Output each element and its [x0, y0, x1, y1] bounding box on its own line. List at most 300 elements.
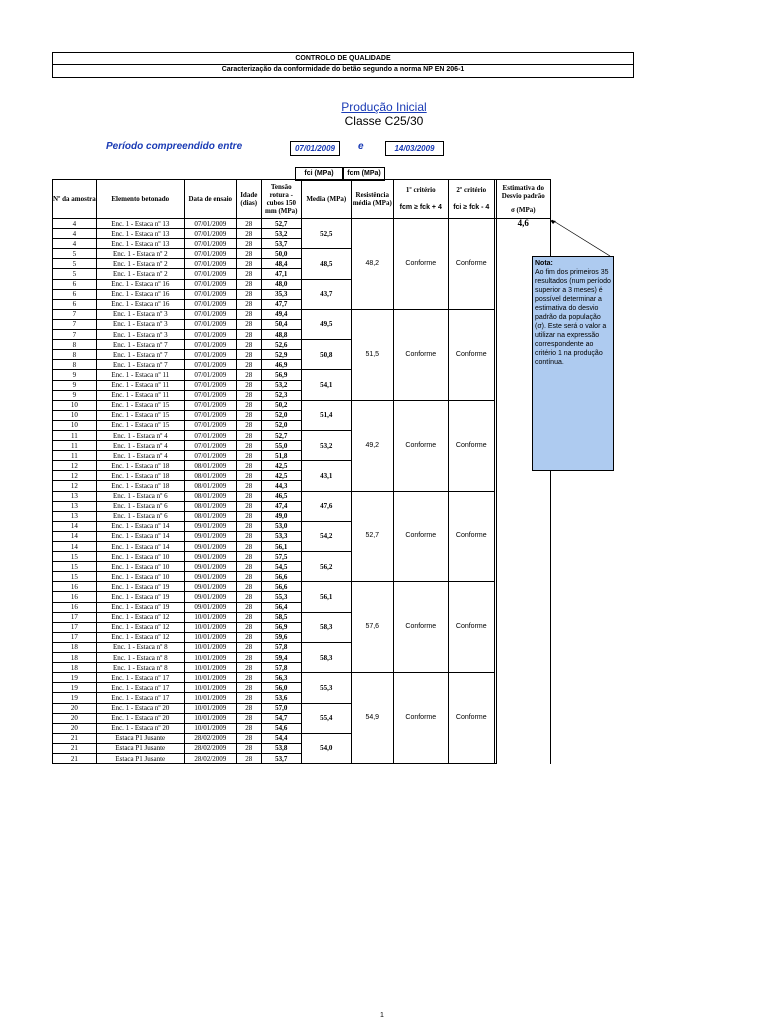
- cell-idade: 28: [236, 683, 261, 693]
- cell-data: 07/01/2009: [184, 309, 236, 319]
- cell-elemento: Enc. 1 - Estaca nº 4: [96, 441, 184, 451]
- cell-elemento: Enc. 1 - Estaca nº 13: [96, 239, 184, 249]
- cell-tensao: 55,0: [261, 441, 301, 451]
- cell-data: 09/01/2009: [184, 582, 236, 592]
- cell-data: 09/01/2009: [184, 531, 236, 541]
- cell-tensao: 52,6: [261, 340, 301, 350]
- cell-tensao: 53,7: [261, 753, 301, 763]
- cell-idade: 28: [236, 289, 261, 299]
- crit1-label: 1º critério: [405, 186, 436, 194]
- cell-elemento: Enc. 1 - Estaca nº 20: [96, 713, 184, 723]
- cell-data: 28/02/2009: [184, 753, 236, 763]
- cell-elemento: Enc. 1 - Estaca nº 18: [96, 471, 184, 481]
- cell-idade: 28: [236, 632, 261, 642]
- cell-media: 54,0: [301, 733, 351, 763]
- cell-tensao: 56,9: [261, 370, 301, 380]
- cell-tensao: 44,3: [261, 481, 301, 491]
- cell-amostra: 8: [53, 350, 97, 360]
- cell-data: 10/01/2009: [184, 723, 236, 733]
- cell-data: 10/01/2009: [184, 703, 236, 713]
- cell-media: 58,3: [301, 642, 351, 672]
- cell-data: 07/01/2009: [184, 219, 236, 229]
- cell-amostra: 21: [53, 743, 97, 753]
- col-resistencia: Resistência média (MPa): [351, 180, 393, 219]
- cell-idade: 28: [236, 259, 261, 269]
- cell-data: 10/01/2009: [184, 622, 236, 632]
- cell-data: 10/01/2009: [184, 653, 236, 663]
- cell-crit1: Conforme: [393, 219, 448, 310]
- cell-crit1: Conforme: [393, 491, 448, 582]
- cell-idade: 28: [236, 319, 261, 329]
- page-subtitle: Classe C25/30: [344, 114, 424, 128]
- cell-crit2: Conforme: [448, 582, 494, 673]
- cell-idade: 28: [236, 602, 261, 612]
- col-amostra: Nº da amostra: [53, 180, 97, 219]
- cell-elemento: Enc. 1 - Estaca nº 14: [96, 542, 184, 552]
- cell-tensao: 56,3: [261, 673, 301, 683]
- cell-data: 10/01/2009: [184, 612, 236, 622]
- cell-idade: 28: [236, 552, 261, 562]
- page-number: 1: [380, 1012, 384, 1019]
- cell-tensao: 57,8: [261, 642, 301, 652]
- cell-data: 10/01/2009: [184, 642, 236, 652]
- cell-data: 07/01/2009: [184, 420, 236, 430]
- cell-elemento: Enc. 1 - Estaca nº 18: [96, 461, 184, 471]
- note-box: [532, 256, 614, 471]
- cell-elemento: Enc. 1 - Estaca nº 19: [96, 592, 184, 602]
- cell-data: 09/01/2009: [184, 521, 236, 531]
- cell-idade: 28: [236, 350, 261, 360]
- cell-amostra: 6: [53, 299, 97, 309]
- cell-tensao: 58,5: [261, 612, 301, 622]
- crit2-formula: fci ≥ fck - 4: [453, 204, 490, 211]
- cell-elemento: Enc. 1 - Estaca nº 7: [96, 350, 184, 360]
- cell-resistencia: 57,6: [351, 582, 393, 673]
- cell-data: 10/01/2009: [184, 713, 236, 723]
- cell-tensao: 52,9: [261, 350, 301, 360]
- cell-amostra: 10: [53, 420, 97, 430]
- note-pointer-icon: [540, 218, 620, 258]
- cell-amostra: 20: [53, 703, 97, 713]
- cell-tensao: 42,5: [261, 461, 301, 471]
- report-header: CONTROLO DE QUALIDADE: [52, 52, 634, 65]
- desvio-label: Estimativa do Desvio padrão: [501, 184, 545, 200]
- cell-data: 07/01/2009: [184, 330, 236, 340]
- col-elemento: Elemento betonado: [96, 180, 184, 219]
- cell-resistencia: 54,9: [351, 673, 393, 764]
- col-crit1: [393, 180, 448, 219]
- cell-amostra: 20: [53, 723, 97, 733]
- cell-tensao: 52,0: [261, 410, 301, 420]
- cell-elemento: Enc. 1 - Estaca nº 18: [96, 481, 184, 491]
- cell-idade: 28: [236, 542, 261, 552]
- cell-idade: 28: [236, 229, 261, 239]
- cell-tensao: 48,4: [261, 259, 301, 269]
- cell-data: 07/01/2009: [184, 400, 236, 410]
- cell-elemento: Enc. 1 - Estaca nº 8: [96, 642, 184, 652]
- cell-idade: 28: [236, 753, 261, 763]
- cell-tensao: 53,3: [261, 531, 301, 541]
- cell-amostra: 18: [53, 663, 97, 673]
- cell-elemento: Enc. 1 - Estaca nº 16: [96, 279, 184, 289]
- cell-elemento: Enc. 1 - Estaca nº 11: [96, 370, 184, 380]
- cell-elemento: Enc. 1 - Estaca nº 3: [96, 319, 184, 329]
- cell-amostra: 9: [53, 370, 97, 380]
- cell-data: 07/01/2009: [184, 370, 236, 380]
- cell-elemento: Enc. 1 - Estaca nº 12: [96, 632, 184, 642]
- cell-amostra: 4: [53, 239, 97, 249]
- cell-data: 07/01/2009: [184, 441, 236, 451]
- cell-elemento: Enc. 1 - Estaca nº 19: [96, 582, 184, 592]
- cell-resistencia: 49,2: [351, 400, 393, 491]
- cell-data: 07/01/2009: [184, 229, 236, 239]
- cell-tensao: 53,7: [261, 239, 301, 249]
- cell-idade: 28: [236, 491, 261, 501]
- cell-idade: 28: [236, 723, 261, 733]
- cell-amostra: 6: [53, 279, 97, 289]
- cell-amostra: 17: [53, 622, 97, 632]
- desvio-value: 4,6: [496, 219, 550, 764]
- cell-amostra: 16: [53, 602, 97, 612]
- cell-idade: 28: [236, 743, 261, 753]
- cell-elemento: Enc. 1 - Estaca nº 12: [96, 612, 184, 622]
- cell-idade: 28: [236, 663, 261, 673]
- cell-elemento: Enc. 1 - Estaca nº 20: [96, 723, 184, 733]
- cell-elemento: Estaca P1 Jusante: [96, 743, 184, 753]
- cell-amostra: 5: [53, 269, 97, 279]
- cell-tensao: 54,4: [261, 733, 301, 743]
- cell-data: 09/01/2009: [184, 592, 236, 602]
- cell-elemento: Enc. 1 - Estaca nº 3: [96, 330, 184, 340]
- cell-tensao: 48,8: [261, 330, 301, 340]
- cell-idade: 28: [236, 299, 261, 309]
- cell-data: 07/01/2009: [184, 279, 236, 289]
- cell-elemento: Enc. 1 - Estaca nº 16: [96, 299, 184, 309]
- cell-data: 09/01/2009: [184, 572, 236, 582]
- cell-amostra: 21: [53, 733, 97, 743]
- cell-tensao: 53,6: [261, 693, 301, 703]
- cell-data: 28/02/2009: [184, 743, 236, 753]
- cell-idade: 28: [236, 673, 261, 683]
- cell-elemento: Enc. 1 - Estaca nº 7: [96, 360, 184, 370]
- cell-data: 10/01/2009: [184, 693, 236, 703]
- cell-elemento: Enc. 1 - Estaca nº 13: [96, 229, 184, 239]
- report-subheader: Caracterização da conformidade do betão segundo a norma NP EN 206-1: [52, 63, 634, 78]
- cell-idade: 28: [236, 592, 261, 602]
- cell-tensao: 47,7: [261, 299, 301, 309]
- cell-amostra: 11: [53, 441, 97, 451]
- period-conj: e: [358, 141, 364, 152]
- cell-data: 09/01/2009: [184, 562, 236, 572]
- cell-tensao: 53,2: [261, 229, 301, 239]
- cell-data: 07/01/2009: [184, 340, 236, 350]
- cell-tensao: 53,2: [261, 380, 301, 390]
- cell-tensao: 35,3: [261, 289, 301, 299]
- cell-media: 56,1: [301, 582, 351, 612]
- cell-elemento: Enc. 1 - Estaca nº 7: [96, 340, 184, 350]
- cell-tensao: 53,8: [261, 743, 301, 753]
- cell-amostra: 4: [53, 219, 97, 229]
- cell-amostra: 11: [53, 430, 97, 440]
- cell-tensao: 56,6: [261, 572, 301, 582]
- cell-tensao: 57,5: [261, 552, 301, 562]
- cell-idade: 28: [236, 370, 261, 380]
- cell-amostra: 6: [53, 289, 97, 299]
- cell-idade: 28: [236, 400, 261, 410]
- fcm-unit-label: fcm (MPa): [343, 167, 385, 181]
- cell-data: 07/01/2009: [184, 410, 236, 420]
- cell-idade: 28: [236, 430, 261, 440]
- cell-media: 49,5: [301, 309, 351, 339]
- cell-tensao: 47,4: [261, 501, 301, 511]
- cell-elemento: Enc. 1 - Estaca nº 14: [96, 521, 184, 531]
- cell-tensao: 52,3: [261, 390, 301, 400]
- cell-elemento: Enc. 1 - Estaca nº 2: [96, 249, 184, 259]
- cell-elemento: Estaca P1 Jusante: [96, 753, 184, 763]
- cell-data: 07/01/2009: [184, 259, 236, 269]
- cell-elemento: Enc. 1 - Estaca nº 11: [96, 380, 184, 390]
- cell-idade: 28: [236, 622, 261, 632]
- cell-resistencia: 51,5: [351, 309, 393, 400]
- cell-amostra: 14: [53, 531, 97, 541]
- cell-amostra: 12: [53, 471, 97, 481]
- cell-crit2: Conforme: [448, 309, 494, 400]
- cell-tensao: 57,0: [261, 703, 301, 713]
- cell-idade: 28: [236, 340, 261, 350]
- cell-amostra: 9: [53, 380, 97, 390]
- period-label: Período compreendido entre: [106, 141, 243, 152]
- cell-amostra: 16: [53, 592, 97, 602]
- cell-data: 08/01/2009: [184, 491, 236, 501]
- cell-data: 08/01/2009: [184, 481, 236, 491]
- cell-data: 07/01/2009: [184, 319, 236, 329]
- cell-idade: 28: [236, 501, 261, 511]
- cell-idade: 28: [236, 713, 261, 723]
- cell-tensao: 56,4: [261, 602, 301, 612]
- cell-elemento: Enc. 1 - Estaca nº 11: [96, 390, 184, 400]
- cell-media: 56,2: [301, 552, 351, 582]
- note-text: Ao fim dos primeiros 35 resultados (num período superior a 3 meses) é possível determinar a estimativa do desvio padrão da população (σ). Este será o valor a utilizar na expressão correspondente ao critério 1 na produção contínua.: [535, 269, 611, 366]
- table-row: [53, 309, 551, 319]
- cell-amostra: 5: [53, 249, 97, 259]
- cell-amostra: 20: [53, 713, 97, 723]
- cell-data: 07/01/2009: [184, 249, 236, 259]
- cell-amostra: 12: [53, 461, 97, 471]
- cell-resistencia: 48,2: [351, 219, 393, 310]
- cell-elemento: Enc. 1 - Estaca nº 4: [96, 430, 184, 440]
- cell-idade: 28: [236, 612, 261, 622]
- cell-tensao: 51,8: [261, 451, 301, 461]
- cell-amostra: 18: [53, 653, 97, 663]
- cell-data: 09/01/2009: [184, 602, 236, 612]
- cell-elemento: Enc. 1 - Estaca nº 16: [96, 289, 184, 299]
- cell-resistencia: 52,7: [351, 491, 393, 582]
- cell-tensao: 50,0: [261, 249, 301, 259]
- cell-crit2: Conforme: [448, 491, 494, 582]
- cell-elemento: Enc. 1 - Estaca nº 20: [96, 703, 184, 713]
- cell-data: 07/01/2009: [184, 289, 236, 299]
- cell-elemento: Enc. 1 - Estaca nº 8: [96, 653, 184, 663]
- cell-elemento: Enc. 1 - Estaca nº 17: [96, 683, 184, 693]
- cell-tensao: 46,5: [261, 491, 301, 501]
- col-tensao: Tensão rotura - cubos 150 mm (MPa): [261, 180, 301, 219]
- cell-idade: 28: [236, 239, 261, 249]
- cell-media: 52,5: [301, 219, 351, 249]
- cell-idade: 28: [236, 481, 261, 491]
- cell-idade: 28: [236, 471, 261, 481]
- cell-idade: 28: [236, 461, 261, 471]
- col-idade: Idade (dias): [236, 180, 261, 219]
- period-to: 14/03/2009: [385, 141, 444, 156]
- cell-elemento: Enc. 1 - Estaca nº 8: [96, 663, 184, 673]
- cell-idade: 28: [236, 249, 261, 259]
- table-header-row: [53, 180, 551, 219]
- cell-elemento: Enc. 1 - Estaca nº 15: [96, 420, 184, 430]
- cell-amostra: 4: [53, 229, 97, 239]
- cell-media: 55,4: [301, 703, 351, 733]
- cell-data: 08/01/2009: [184, 461, 236, 471]
- cell-elemento: Enc. 1 - Estaca nº 17: [96, 673, 184, 683]
- cell-tensao: 53,0: [261, 521, 301, 531]
- cell-elemento: Enc. 1 - Estaca nº 12: [96, 622, 184, 632]
- cell-elemento: Enc. 1 - Estaca nº 4: [96, 451, 184, 461]
- cell-idade: 28: [236, 441, 261, 451]
- cell-media: 54,1: [301, 370, 351, 400]
- cell-tensao: 56,6: [261, 582, 301, 592]
- cell-tensao: 59,6: [261, 632, 301, 642]
- cell-idade: 28: [236, 693, 261, 703]
- cell-idade: 28: [236, 582, 261, 592]
- cell-data: 07/01/2009: [184, 269, 236, 279]
- crit1-formula: fcm ≥ fck + 4: [399, 204, 442, 211]
- cell-elemento: Enc. 1 - Estaca nº 3: [96, 309, 184, 319]
- table-row: [53, 582, 551, 592]
- results-table: [52, 179, 551, 764]
- cell-elemento: Enc. 1 - Estaca nº 10: [96, 552, 184, 562]
- cell-idade: 28: [236, 562, 261, 572]
- cell-tensao: 46,9: [261, 360, 301, 370]
- cell-data: 07/01/2009: [184, 430, 236, 440]
- cell-amostra: 13: [53, 501, 97, 511]
- cell-elemento: Enc. 1 - Estaca nº 10: [96, 562, 184, 572]
- cell-amostra: 5: [53, 259, 97, 269]
- cell-tensao: 52,7: [261, 430, 301, 440]
- cell-media: 43,1: [301, 461, 351, 491]
- cell-tensao: 49,0: [261, 511, 301, 521]
- cell-amostra: 15: [53, 552, 97, 562]
- cell-elemento: Estaca P1 Jusante: [96, 733, 184, 743]
- cell-tensao: 48,0: [261, 279, 301, 289]
- cell-tensao: 54,5: [261, 562, 301, 572]
- cell-crit1: Conforme: [393, 673, 448, 764]
- cell-idade: 28: [236, 219, 261, 229]
- cell-amostra: 12: [53, 481, 97, 491]
- cell-amostra: 17: [53, 612, 97, 622]
- table-row: [53, 219, 551, 229]
- cell-amostra: 17: [53, 632, 97, 642]
- cell-amostra: 14: [53, 521, 97, 531]
- table-row: [53, 673, 551, 683]
- cell-idade: 28: [236, 360, 261, 370]
- cell-amostra: 18: [53, 642, 97, 652]
- note-title: Nota:: [535, 260, 553, 267]
- cell-data: 07/01/2009: [184, 239, 236, 249]
- cell-elemento: Enc. 1 - Estaca nº 6: [96, 511, 184, 521]
- cell-idade: 28: [236, 279, 261, 289]
- cell-data: 08/01/2009: [184, 511, 236, 521]
- cell-idade: 28: [236, 521, 261, 531]
- cell-elemento: Enc. 1 - Estaca nº 15: [96, 410, 184, 420]
- cell-amostra: 15: [53, 572, 97, 582]
- cell-idade: 28: [236, 390, 261, 400]
- cell-idade: 28: [236, 269, 261, 279]
- cell-elemento: Enc. 1 - Estaca nº 17: [96, 693, 184, 703]
- cell-amostra: 21: [53, 753, 97, 763]
- cell-amostra: 11: [53, 451, 97, 461]
- cell-elemento: Enc. 1 - Estaca nº 19: [96, 602, 184, 612]
- cell-crit2: Conforme: [448, 673, 494, 764]
- cell-tensao: 56,1: [261, 542, 301, 552]
- cell-tensao: 52,0: [261, 420, 301, 430]
- cell-crit2: Conforme: [448, 400, 494, 491]
- cell-amostra: 7: [53, 330, 97, 340]
- cell-tensao: 47,1: [261, 269, 301, 279]
- cell-data: 09/01/2009: [184, 542, 236, 552]
- desvio-unit: σ (MPa): [510, 206, 536, 214]
- table-row: [53, 400, 551, 410]
- cell-amostra: 10: [53, 410, 97, 420]
- cell-elemento: Enc. 1 - Estaca nº 13: [96, 219, 184, 229]
- cell-data: 07/01/2009: [184, 350, 236, 360]
- period-from: 07/01/2009: [290, 141, 340, 156]
- cell-media: 55,3: [301, 673, 351, 703]
- cell-media: 50,8: [301, 340, 351, 370]
- cell-media: 47,6: [301, 491, 351, 521]
- cell-idade: 28: [236, 703, 261, 713]
- col-media: Media (MPa): [301, 180, 351, 219]
- cell-crit2: Conforme: [448, 219, 494, 310]
- cell-idade: 28: [236, 451, 261, 461]
- cell-data: 08/01/2009: [184, 501, 236, 511]
- cell-tensao: 54,7: [261, 713, 301, 723]
- cell-tensao: 49,4: [261, 309, 301, 319]
- cell-elemento: Enc. 1 - Estaca nº 15: [96, 400, 184, 410]
- cell-tensao: 52,7: [261, 219, 301, 229]
- cell-amostra: 8: [53, 340, 97, 350]
- cell-elemento: Enc. 1 - Estaca nº 6: [96, 491, 184, 501]
- table-row: [53, 491, 551, 501]
- cell-crit1: Conforme: [393, 309, 448, 400]
- cell-tensao: 56,0: [261, 683, 301, 693]
- cell-amostra: 7: [53, 319, 97, 329]
- cell-elemento: Enc. 1 - Estaca nº 2: [96, 259, 184, 269]
- cell-tensao: 55,3: [261, 592, 301, 602]
- cell-idade: 28: [236, 410, 261, 420]
- cell-idade: 28: [236, 420, 261, 430]
- fci-unit-label: fci (MPa): [295, 167, 343, 181]
- cell-amostra: 10: [53, 400, 97, 410]
- cell-data: 09/01/2009: [184, 552, 236, 562]
- cell-tensao: 56,9: [261, 622, 301, 632]
- cell-amostra: 19: [53, 673, 97, 683]
- cell-amostra: 7: [53, 309, 97, 319]
- cell-tensao: 50,4: [261, 319, 301, 329]
- col-data: Data de ensaio: [184, 180, 236, 219]
- cell-idade: 28: [236, 642, 261, 652]
- cell-amostra: 14: [53, 542, 97, 552]
- cell-media: 54,2: [301, 521, 351, 551]
- cell-idade: 28: [236, 531, 261, 541]
